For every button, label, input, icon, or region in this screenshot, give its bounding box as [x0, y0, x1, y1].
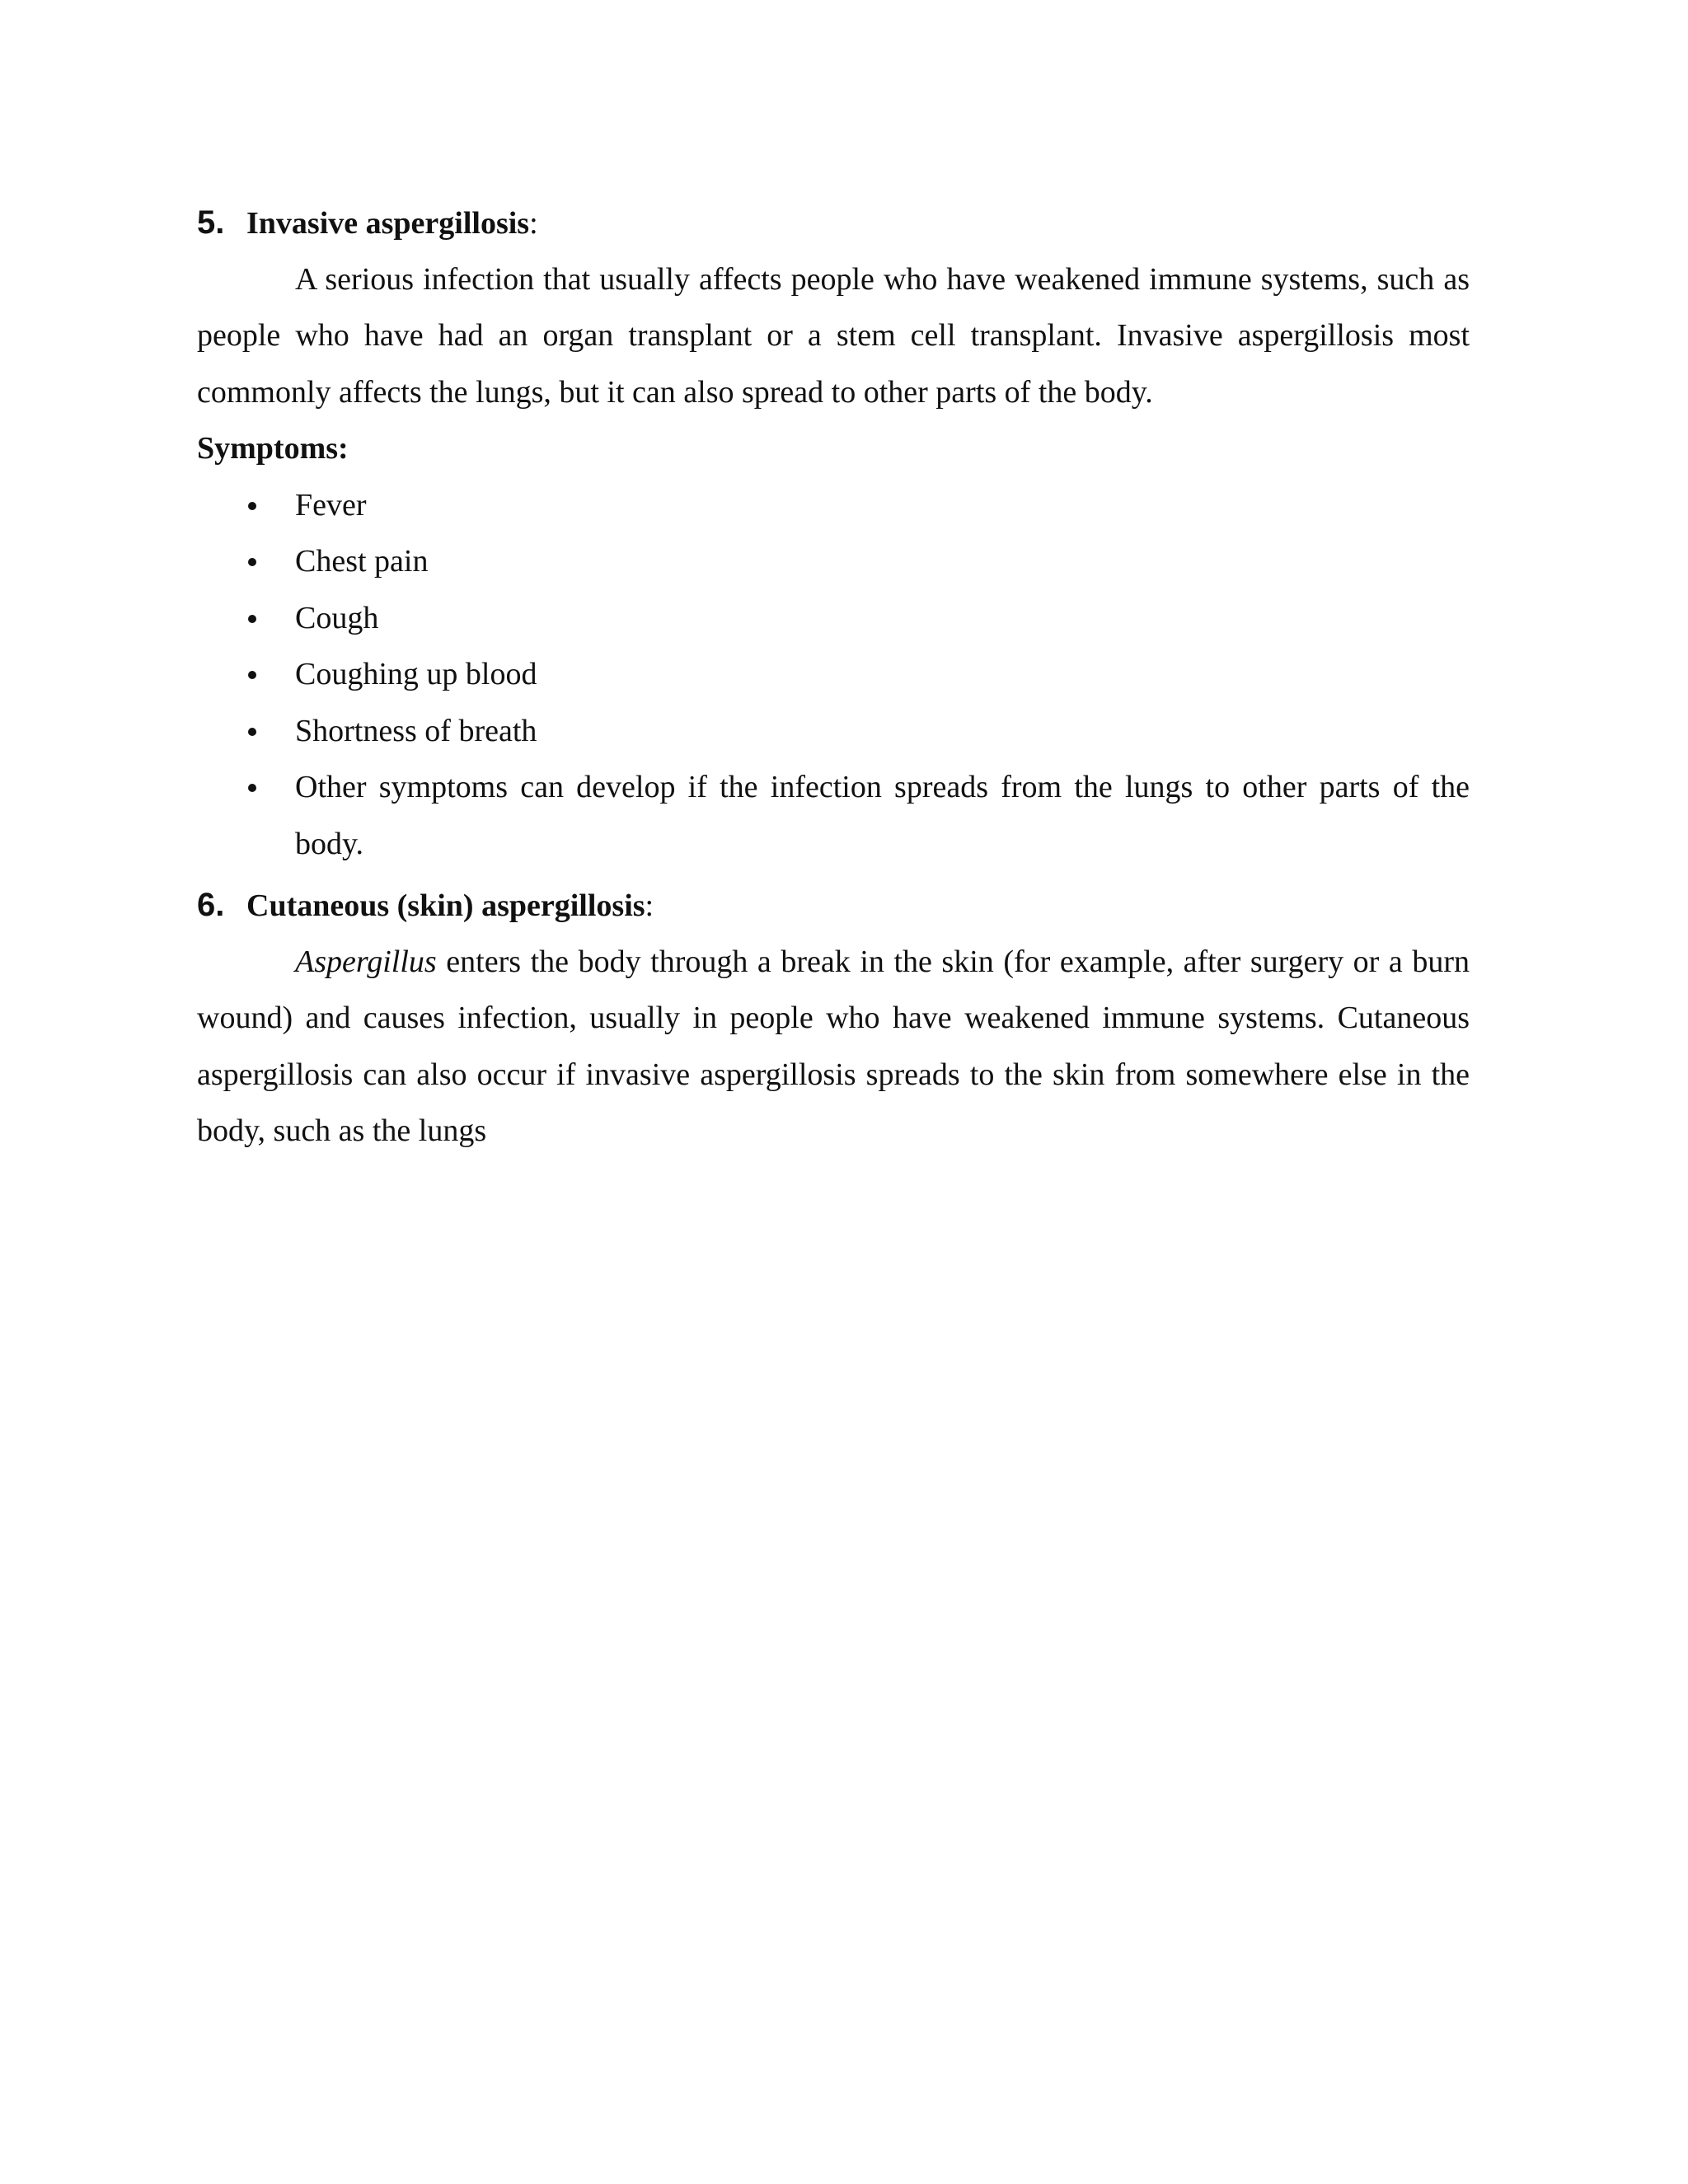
symptom-item — [197, 533, 1470, 590]
section-6-paragraph-text: enters the body through a break in the skin (for example, after surgery or a burn wound) and causes infection, usually in people who have weakened immune systems. Cutaneous aspergillosis can also occur if invasive aspergillosis spreads to the skin from somewhere else in the body, such as the lungs — [197, 944, 1470, 1148]
section-6-title: Cutaneous (skin) aspergillosis — [246, 888, 645, 923]
section-6-colon: : — [645, 888, 654, 923]
section-5-number: 5. — [197, 204, 225, 241]
symptom-item — [197, 759, 1470, 872]
symptoms-heading: Symptoms: — [197, 431, 349, 466]
symptom-text: Shortness of breath — [295, 713, 537, 748]
bullet-icon — [248, 784, 256, 792]
section-5-heading — [197, 194, 1470, 251]
section-5-title: Invasive aspergillosis — [246, 206, 530, 241]
section-5-colon: : — [529, 206, 538, 241]
symptoms-list — [197, 477, 1470, 873]
bullet-icon — [248, 502, 256, 510]
symptom-item — [197, 703, 1470, 760]
section-6-heading — [197, 877, 1470, 934]
symptom-item — [197, 646, 1470, 703]
symptom-text: Fever — [295, 487, 367, 523]
symptom-item — [197, 590, 1470, 647]
section-5-paragraph: A serious infection that usually affects people who have weakened immune systems, such as people who have had an organ transplant or a stem cell transplant. Invasive aspergillosis most commonly affects the lungs, but it can also spread to other parts of the body. — [197, 261, 1470, 410]
genus-name: Aspergillus — [295, 944, 437, 979]
symptom-text: Other symptoms can develop if the infection spreads from the lungs to other parts of the body. — [295, 770, 1470, 861]
symptom-item — [197, 477, 1470, 534]
bullet-icon — [248, 615, 256, 623]
symptom-text: Coughing up blood — [295, 657, 537, 691]
bullet-icon — [248, 671, 256, 679]
section-6-number: 6. — [197, 887, 225, 923]
section-6-paragraph — [197, 934, 1470, 1160]
symptom-text: Cough — [295, 600, 379, 635]
bullet-icon — [248, 558, 256, 566]
page-content — [197, 194, 1470, 1160]
symptom-text: Chest pain — [295, 544, 429, 579]
bullet-icon — [248, 728, 256, 736]
